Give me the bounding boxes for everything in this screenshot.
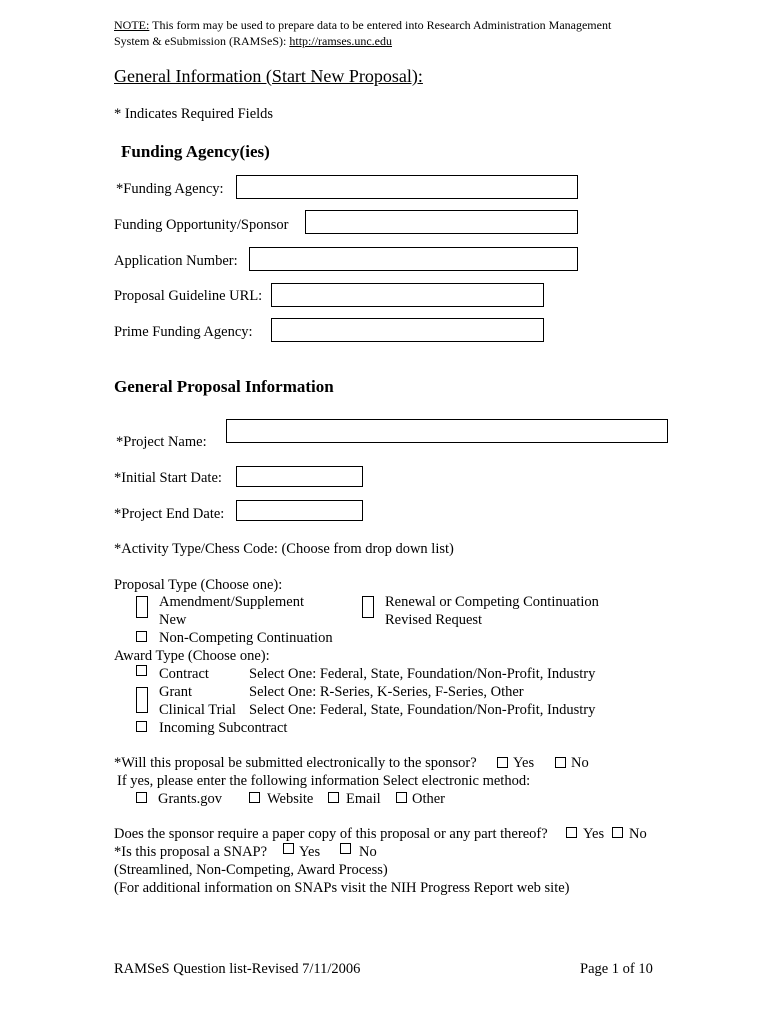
paper-no-checkbox[interactable]: [612, 827, 623, 838]
non-competing-label: Non-Competing Continuation: [159, 630, 333, 646]
snap-question: *Is this proposal a SNAP?: [114, 844, 268, 860]
note-line-2: [114, 34, 392, 48]
application-number-label: Application Number:: [114, 253, 238, 269]
funding-opportunity-field[interactable]: [305, 210, 578, 234]
grants-gov-checkbox[interactable]: [136, 792, 147, 803]
footer-page-number: Page 1 of 10: [580, 961, 653, 977]
renewal-label: Renewal or Competing Continuation: [385, 594, 599, 610]
funding-heading: Funding Agency(ies): [121, 142, 270, 161]
grant-label: Grant: [159, 684, 193, 700]
amendment-label: Amendment/Supplement: [159, 594, 304, 610]
application-number-field[interactable]: [249, 247, 578, 271]
electronic-ifyes: If yes, please enter the following information Select electronic method:: [117, 773, 531, 789]
general-heading: General Proposal Information: [114, 377, 334, 396]
snap-description: (Streamlined, Non-Competing, Award Process): [114, 862, 388, 878]
activity-type-label: *Activity Type/Chess Code: (Choose from drop down list): [114, 541, 454, 557]
electronic-no-checkbox[interactable]: [555, 757, 566, 768]
contract-checkbox[interactable]: [136, 665, 147, 676]
incoming-subcontract-checkbox[interactable]: [136, 721, 147, 732]
project-name-field[interactable]: [226, 419, 668, 443]
snap-yes-checkbox[interactable]: [283, 843, 294, 854]
revised-label: Revised Request: [385, 612, 483, 628]
footer-revision: RAMSeS Question list-Revised 7/11/2006: [114, 961, 361, 977]
award-type-label: Award Type (Choose one):: [114, 648, 270, 664]
other-label: Other: [412, 791, 446, 807]
end-date-field[interactable]: [236, 500, 363, 521]
guideline-url-label: Proposal Guideline URL:: [114, 288, 263, 304]
website-checkbox[interactable]: [249, 792, 260, 803]
guideline-url-field[interactable]: [271, 283, 544, 307]
funding-opportunity-label: Funding Opportunity/Sponsor: [114, 217, 289, 233]
clinical-select: Select One: Federal, State, Foundation/Non-Profit, Industry: [249, 702, 596, 718]
electronic-yes-label: Yes: [513, 755, 535, 771]
prime-agency-label: Prime Funding Agency:: [114, 324, 253, 340]
page-title: General Information (Start New Proposal):: [114, 66, 423, 86]
funding-agency-field[interactable]: [236, 175, 578, 199]
snap-info: (For additional information on SNAPs visit the NIH Progress Report web site): [114, 880, 570, 896]
electronic-question: *Will this proposal be submitted electronically to the sponsor?: [114, 755, 477, 771]
start-date-field[interactable]: [236, 466, 363, 487]
electronic-no-label: No: [571, 755, 589, 771]
project-name-label: *Project Name:: [116, 434, 207, 450]
start-date-label: *Initial Start Date:: [114, 470, 222, 486]
email-label: Email: [346, 791, 381, 807]
electronic-yes-checkbox[interactable]: [497, 757, 508, 768]
note-text: This form may be used to prepare data to be entered into Research Administration Management: [149, 18, 612, 32]
other-checkbox[interactable]: [396, 792, 407, 803]
incoming-subcontract-label: Incoming Subcontract: [159, 720, 288, 736]
proposal-type-label: Proposal Type (Choose one):: [114, 577, 283, 593]
end-date-label: *Project End Date:: [114, 506, 225, 522]
prime-agency-field[interactable]: [271, 318, 544, 342]
amendment-new-checkbox[interactable]: [136, 596, 148, 618]
funding-agency-label: *Funding Agency:: [116, 181, 224, 197]
grant-clinical-checkbox[interactable]: [136, 687, 148, 713]
website-label: Website: [267, 791, 314, 807]
non-competing-checkbox[interactable]: [136, 631, 147, 642]
grants-gov-label: Grants.gov: [158, 791, 223, 807]
paper-yes-label: Yes: [583, 826, 605, 842]
contract-select: Select One: Federal, State, Foundation/Non-Profit, Industry: [249, 666, 596, 682]
paper-question: Does the sponsor require a paper copy of this proposal or any part thereof?: [114, 826, 548, 842]
email-checkbox[interactable]: [328, 792, 339, 803]
new-label: New: [159, 612, 187, 628]
contract-label: Contract: [159, 666, 209, 682]
snap-yes-label: Yes: [299, 844, 321, 860]
note-text-2: System & eSubmission (RAMSeS):: [114, 34, 290, 48]
renewal-revised-checkbox[interactable]: [362, 596, 374, 618]
note-label: NOTE:: [114, 18, 150, 32]
required-note: * Indicates Required Fields: [114, 106, 274, 122]
paper-no-label: No: [629, 826, 647, 842]
snap-no-checkbox[interactable]: [340, 843, 351, 854]
note-line-1: [114, 18, 611, 32]
grant-select: Select One: R-Series, K-Series, F-Series, Other: [249, 684, 524, 700]
paper-yes-checkbox[interactable]: [566, 827, 577, 838]
ramses-link[interactable]: http://ramses.unc.edu: [289, 34, 393, 48]
snap-no-label: No: [359, 844, 377, 860]
clinical-trial-label: Clinical Trial: [159, 702, 236, 718]
